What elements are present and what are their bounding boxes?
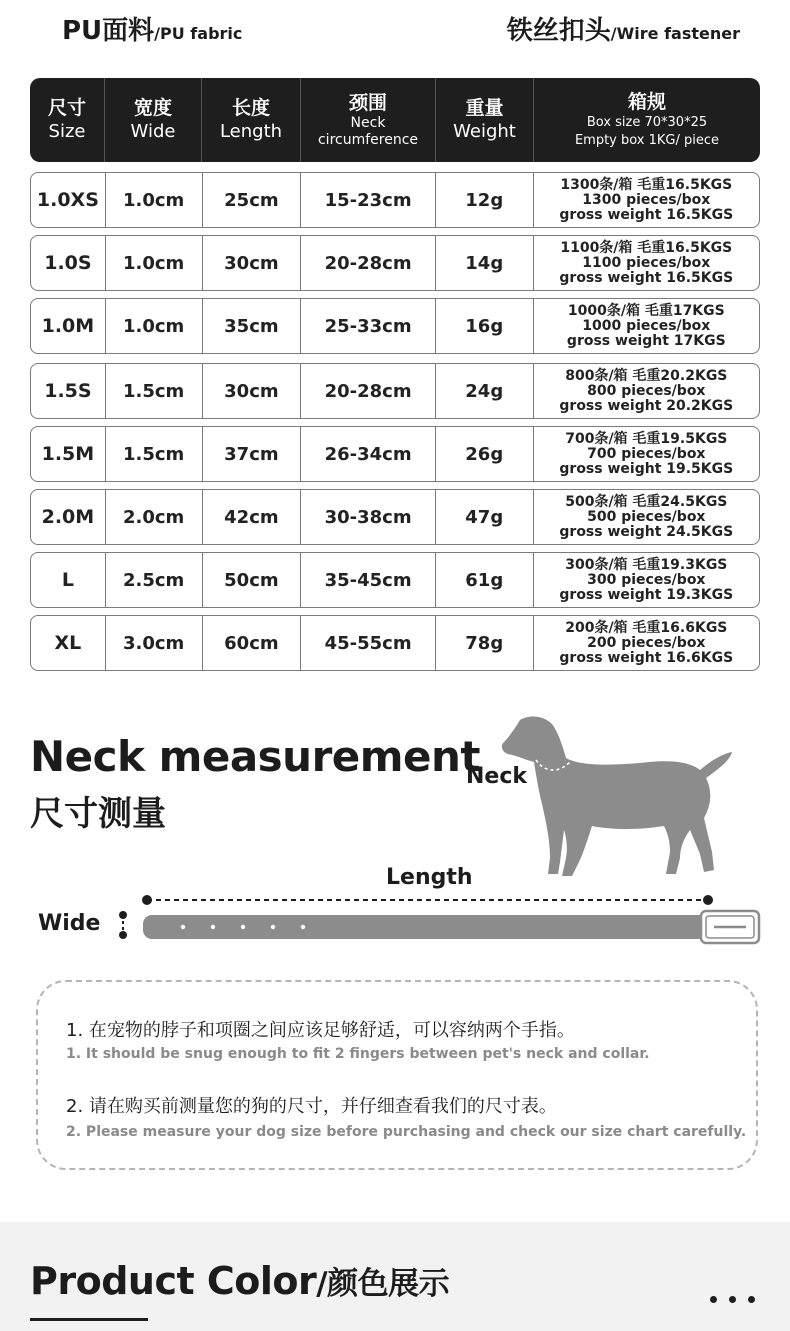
cell-size: L: [31, 553, 106, 607]
header-neck: [301, 78, 436, 162]
cell-wide: 2.5cm: [106, 553, 203, 607]
cell-box: [534, 173, 759, 227]
dot-icon: [748, 1296, 755, 1303]
box-line-cn: 1100条/箱 毛重16.5KGS: [560, 239, 733, 256]
box-line-pieces: 200 pieces/box: [587, 634, 706, 651]
header-length-cn: 长度: [231, 97, 270, 119]
box-line-gross: gross weight 16.5KGS: [559, 269, 734, 286]
header-neck-cn: 颈围: [348, 92, 387, 114]
box-line-cn: 700条/箱 毛重19.5KGS: [565, 430, 728, 447]
header-length: [202, 78, 301, 162]
cell-wide: 3.0cm: [106, 616, 203, 670]
collar-hole-icon: [271, 925, 275, 929]
fastener-label: [507, 10, 740, 47]
box-line-cn: 500条/箱 毛重24.5KGS: [565, 493, 728, 510]
cell-neck: 45-55cm: [301, 616, 436, 670]
cell-weight: 61g: [436, 553, 534, 607]
cell-size: 2.0M: [31, 490, 106, 544]
dot-icon: [729, 1296, 736, 1303]
box-line-cn: 200条/箱 毛重16.6KGS: [565, 619, 728, 636]
cell-weight: 14g: [436, 236, 534, 290]
cell-weight: 16g: [436, 299, 534, 353]
fastener-label-en: /Wire fastener: [610, 24, 740, 43]
header-box-en2: Empty box 1KG/ piece: [574, 133, 720, 148]
collar-hole-icon: [301, 925, 305, 929]
length-end-dot-icon: [703, 895, 713, 905]
cell-box: [534, 616, 759, 670]
neck-measurement-title-cn: 尺寸测量: [30, 794, 166, 834]
table-row: [30, 426, 760, 482]
table-row: [30, 489, 760, 545]
header-size-en: Size: [48, 121, 86, 142]
cell-wide: 1.0cm: [106, 299, 203, 353]
cell-size: 1.0M: [31, 299, 106, 353]
box-line-cn: 300条/箱 毛重19.3KGS: [565, 556, 728, 573]
box-line-pieces: 1300 pieces/box: [582, 191, 711, 208]
cell-weight: 26g: [436, 427, 534, 481]
box-line-gross: gross weight 20.2KGS: [559, 397, 734, 414]
cell-length: 42cm: [203, 490, 302, 544]
cell-size: 1.5S: [31, 364, 106, 418]
header-box-cn: 箱规: [627, 91, 666, 113]
cell-length: 35cm: [203, 299, 302, 353]
box-line-gross: gross weight 16.5KGS: [559, 206, 734, 223]
cell-wide: 1.0cm: [106, 173, 203, 227]
header-wide-cn: 宽度: [133, 97, 172, 119]
cell-weight: 24g: [436, 364, 534, 418]
cell-length: 25cm: [203, 173, 302, 227]
cell-size: 1.5M: [31, 427, 106, 481]
cell-size: 1.0XS: [31, 173, 106, 227]
fabric-label: [62, 10, 242, 47]
cell-length: 30cm: [203, 236, 302, 290]
cell-wide: 2.0cm: [106, 490, 203, 544]
cell-box: [534, 236, 759, 290]
cell-length: 37cm: [203, 427, 302, 481]
fastener-label-cn: 铁丝扣头: [506, 16, 611, 46]
wide-label: Wide: [38, 911, 101, 936]
box-line-pieces: 300 pieces/box: [587, 571, 706, 588]
box-line-cn: 800条/箱 毛重20.2KGS: [565, 367, 728, 384]
collar-hole-icon: [211, 925, 215, 929]
cell-size: 1.0S: [31, 236, 106, 290]
cell-box: [534, 299, 759, 353]
cell-size: XL: [31, 616, 106, 670]
header-neck-en2: circumference: [317, 132, 419, 148]
cell-neck: 20-28cm: [301, 236, 436, 290]
cell-neck: 20-28cm: [301, 364, 436, 418]
wide-bottom-dot-icon: [119, 931, 127, 939]
title-underline: [30, 1318, 148, 1321]
header-weight: [436, 78, 534, 162]
box-line-gross: gross weight 16.6KGS: [559, 649, 734, 666]
box-line-gross: gross weight 17KGS: [566, 332, 726, 349]
cell-neck: 30-38cm: [301, 490, 436, 544]
box-line-gross: gross weight 19.5KGS: [559, 460, 734, 477]
cell-length: 60cm: [203, 616, 302, 670]
table-row: [30, 172, 760, 228]
cell-box: [534, 490, 759, 544]
product-color-title: [30, 1258, 449, 1303]
cell-weight: 12g: [436, 173, 534, 227]
box-line-pieces: 500 pieces/box: [587, 508, 706, 525]
cell-weight: 78g: [436, 616, 534, 670]
more-dots-icon: [710, 1296, 755, 1303]
length-label: Length: [386, 865, 473, 890]
box-line-pieces: 800 pieces/box: [587, 382, 706, 399]
header-length-en: Length: [219, 121, 283, 142]
cell-box: [534, 553, 759, 607]
header-neck-en: Neck: [350, 115, 386, 131]
header-wide-en: Wide: [130, 121, 176, 142]
table-row: [30, 298, 760, 354]
header-weight-en: Weight: [453, 121, 516, 142]
box-line-pieces: 700 pieces/box: [587, 445, 706, 462]
header-wide: [105, 78, 202, 162]
product-color-title-en: Product Color: [30, 1259, 317, 1303]
header-box-en: Box size 70*30*25: [586, 115, 708, 130]
table-row: [30, 363, 760, 419]
cell-neck: 15-23cm: [301, 173, 436, 227]
header-size-cn: 尺寸: [47, 97, 86, 119]
collar-diagram: [110, 890, 765, 950]
box-line-pieces: 1000 pieces/box: [582, 317, 711, 334]
collar-strap: [143, 915, 718, 939]
fabric-label-cn: PU面料: [62, 16, 155, 46]
cell-neck: 25-33cm: [301, 299, 436, 353]
note-1-en: 1. It should be snug enough to fit 2 fingers between pet's neck and collar.: [66, 1046, 650, 1062]
note-1-cn: 1. 在宠物的脖子和项圈之间应该足够舒适，可以容纳两个手指。: [66, 1020, 575, 1041]
neck-label: Neck: [466, 764, 528, 789]
fabric-label-en: /PU fabric: [154, 24, 243, 43]
dog-silhouette-icon: [500, 712, 735, 877]
cell-wide: 1.5cm: [106, 364, 203, 418]
table-row: [30, 615, 760, 671]
header-size: [30, 78, 105, 162]
cell-neck: 35-45cm: [301, 553, 436, 607]
collar-hole-icon: [241, 925, 245, 929]
cell-length: 30cm: [203, 364, 302, 418]
cell-wide: 1.0cm: [106, 236, 203, 290]
cell-wide: 1.5cm: [106, 427, 203, 481]
header-weight-cn: 重量: [465, 97, 504, 119]
size-table-header: [30, 78, 760, 162]
collar-hole-icon: [181, 925, 185, 929]
cell-length: 50cm: [203, 553, 302, 607]
table-row: [30, 552, 760, 608]
cell-box: [534, 364, 759, 418]
cell-neck: 26-34cm: [301, 427, 436, 481]
cell-box: [534, 427, 759, 481]
box-line-pieces: 1100 pieces/box: [582, 254, 711, 271]
neck-measurement-title: Neck measurement: [30, 732, 481, 781]
box-line-cn: 1000条/箱 毛重17KGS: [567, 302, 725, 319]
box-line-gross: gross weight 24.5KGS: [559, 523, 734, 540]
product-color-title-cn: /颜色展示: [316, 1266, 450, 1302]
note-2-en: 2. Please measure your dog size before purchasing and check our size chart carefully.: [66, 1124, 747, 1140]
notes-box: [36, 980, 758, 1170]
dot-icon: [710, 1296, 717, 1303]
box-line-cn: 1300条/箱 毛重16.5KGS: [560, 176, 733, 193]
cell-weight: 47g: [436, 490, 534, 544]
box-line-gross: gross weight 19.3KGS: [559, 586, 734, 603]
table-row: [30, 235, 760, 291]
header-box: [534, 78, 760, 162]
note-2-cn: 2. 请在购买前测量您的狗的尺寸，并仔细查看我们的尺寸表。: [66, 1096, 557, 1117]
